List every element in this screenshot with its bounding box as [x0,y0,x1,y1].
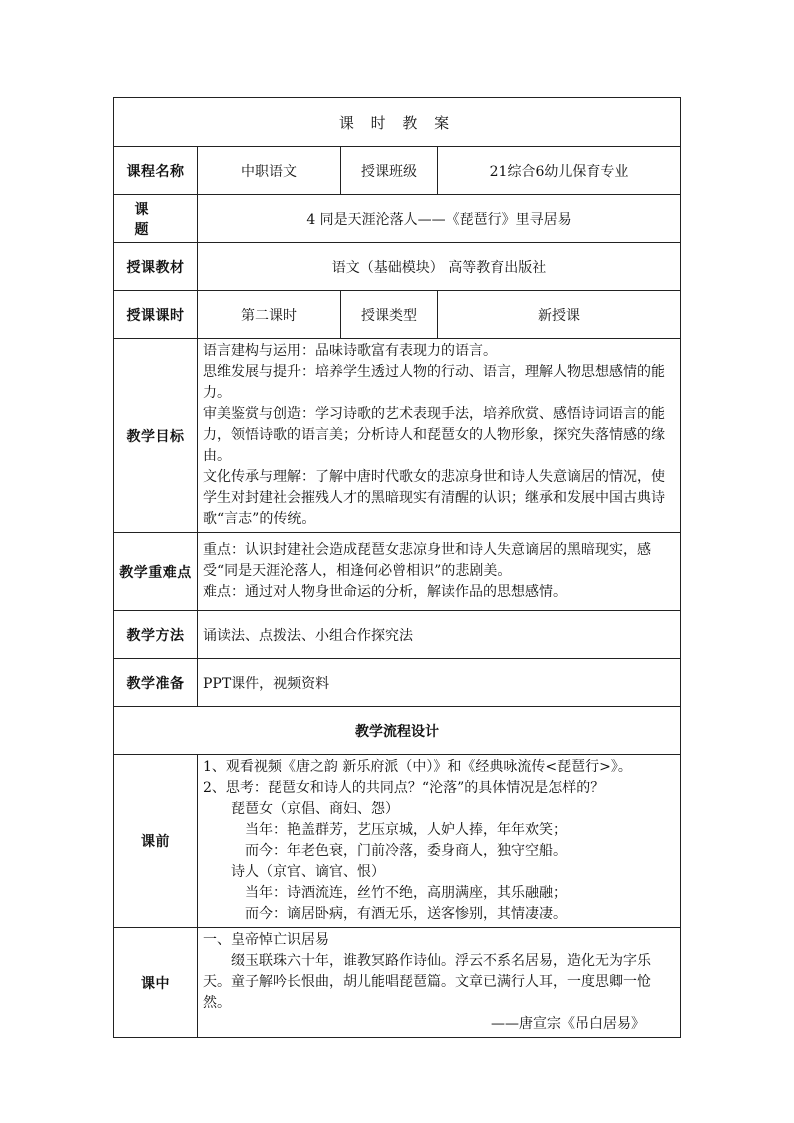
flow-heading-row [114,707,681,755]
methods-label: 教学方法 [114,611,198,659]
preparation-row [114,659,681,707]
in-class-section-title: 一、皇帝悼亡识居易 [203,932,329,948]
key-points-row [114,533,681,611]
poet-then: 当年：诗酒流连，丝竹不绝，高朋满座，其乐融融； [245,885,567,901]
textbook-label: 授课教材 [114,243,198,291]
objective-culture: 文化传承与理解：了解中唐时代歌女的悲凉身世和诗人失意谪居的情况，使学生对封建社会摧残人才的黑暗现实有清醒的认识；继承和发展中国古典诗歌“言志”的传统。 [203,469,665,527]
in-class-content [198,928,681,1038]
title-row [114,98,681,147]
pre-class-item-1: 1、观看视频《唐之韵 新乐府派（中）》和《经典咏流传<琵琶行>》。 [203,759,632,775]
pipa-now: 而今：年老色衰，门前冷落，委身商人，独守空船。 [245,843,567,859]
document-title: 课 时 教 案 [114,98,681,147]
poem-attribution: ——唐宣宗《吊白居易》 [491,1016,645,1032]
key-points-content [198,533,681,611]
pre-class-row [114,755,681,928]
pipa-then: 当年：艳盖群芳，艺压京城，人妒人捧，年年欢笑； [245,822,567,838]
hours-value: 第二课时 [198,291,341,339]
hours-label: 授课课时 [114,291,198,339]
difficulty-text: 难点：通过对人物身世命运的分析，解读作品的思想感情。 [203,584,567,600]
objective-language: 语言建构与运用：品味诗歌富有表现力的语言。 [203,343,497,359]
topic-value: 4 同是天涯沦落人——《琵琶行》里寻居易 [198,195,681,243]
objectives-label: 教学目标 [114,339,198,533]
objectives-row [114,339,681,533]
objectives-content [198,339,681,533]
lesson-plan-table [113,97,681,1038]
pre-class-content [198,755,681,928]
preparation-label: 教学准备 [114,659,198,707]
type-value: 新授课 [438,291,681,339]
type-label: 授课类型 [341,291,438,339]
course-name-label: 课程名称 [114,147,198,195]
methods-value: 诵读法、点拨法、小组合作探究法 [198,611,681,659]
methods-row [114,611,681,659]
in-class-label: 课中 [114,928,198,1038]
objective-aesthetic: 审美鉴赏与创造：学习诗歌的艺术表现手法，培养欣赏、感悟诗词语言的能力，领悟诗歌的语言美；分析诗人和琵琶女的人物形象，探究失落情感的缘由。 [203,406,665,464]
poet-now: 而今：谪居卧病，有酒无乐，送客惨别，其情凄凄。 [245,906,567,922]
course-row [114,147,681,195]
objective-thinking: 思维发展与提升：培养学生透过人物的行动、语言，理解人物思想感情的能力。 [203,364,665,401]
textbook-value: 语文（基础模块） 高等教育出版社 [198,243,681,291]
topic-row [114,195,681,243]
pre-class-item-2: 2、思考：琵琶女和诗人的共同点？“沦落”的具体情况是怎样的？ [203,780,605,796]
key-points-label: 教学重难点 [114,533,198,611]
course-name-value: 中职语文 [198,147,341,195]
poet-heading: 诗人（京官、谪官、恨） [231,864,385,880]
focus-text: 重点：认识封建社会造成琵琶女悲凉身世和诗人失意谪居的黑暗现实，感受“同是天涯沦落人，相逢何必曾相识”的悲剧美。 [203,542,651,579]
in-class-row [114,928,681,1038]
pipa-heading: 琵琶女（京倡、商妇、怨） [231,801,399,817]
preparation-value: PPT课件，视频资料 [198,659,681,707]
flow-heading: 教学流程设计 [114,707,681,755]
topic-label: 课 题 [134,201,177,238]
hours-row [114,291,681,339]
class-label: 授课班级 [341,147,438,195]
textbook-row [114,243,681,291]
pre-class-label: 课前 [114,755,198,928]
in-class-poem: 缀玉联珠六十年，谁教冥路作诗仙。浮云不系名居易，造化无为字乐天。童子解吟长恨曲，胡儿能唱琵琶篇。文章已满行人耳，一度思卿一怆然。 [203,953,651,1011]
class-value: 21综合6幼儿保育专业 [438,147,681,195]
